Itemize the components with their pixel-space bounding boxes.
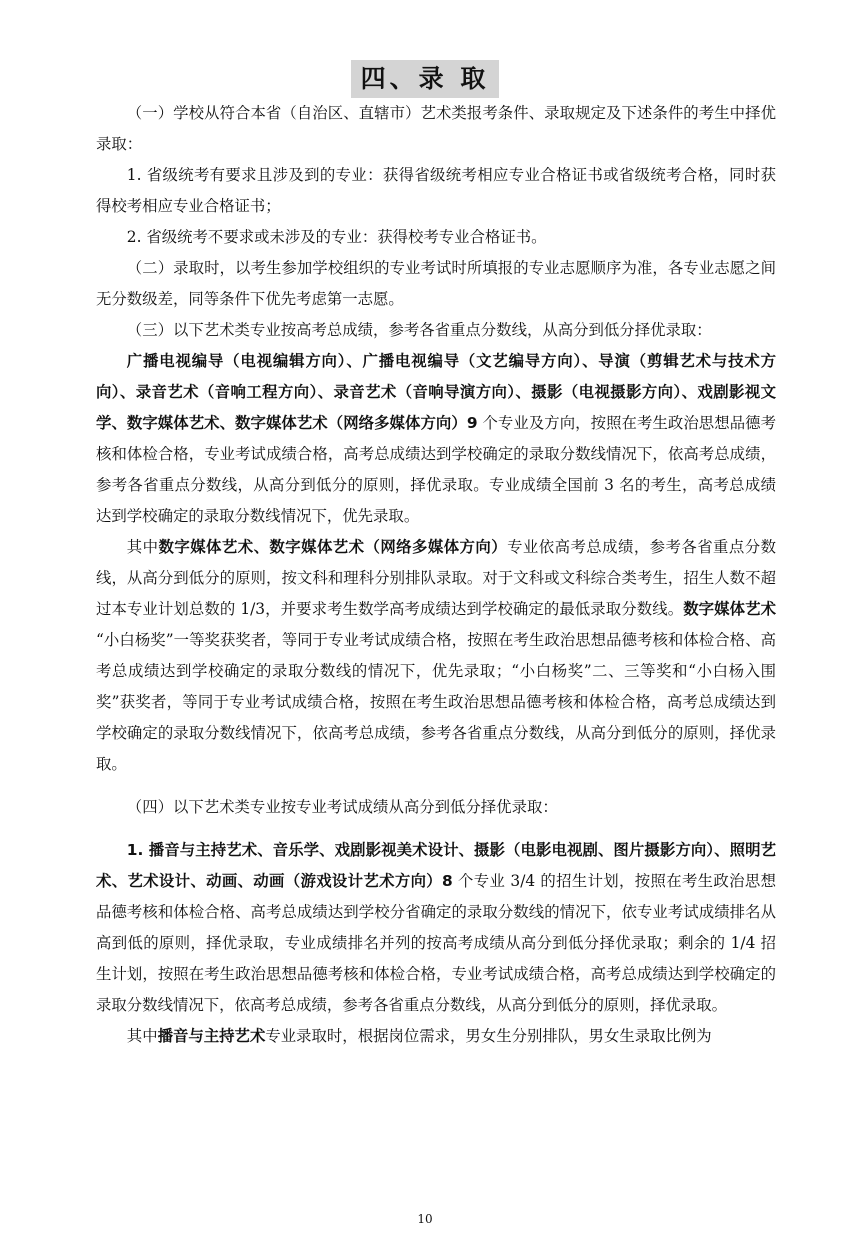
paragraph-4: （二）录取时，以考生参加学校组织的专业考试时所填报的专业志愿顺序为准，各专业志愿之间无分数级差，同等条件下优先考虑第一志愿。 xyxy=(96,259,776,308)
paragraph-6 xyxy=(96,346,776,532)
paragraph-5: （三）以下艺术类专业按高考总成绩，参考各省重点分数线，从高分到低分择优录取： xyxy=(126,321,712,339)
paragraph-2: 1. 省级统考有要求且涉及到的专业：获得省级统考相应专业合格证书或省级统考合格，同时获得校考相应专业合格证书； xyxy=(96,166,776,215)
paragraph-7-bold-major: 数字媒体艺术 xyxy=(683,600,776,618)
paragraph-9-bold-majors: 1. 播音与主持艺术、音乐学、戏剧影视美术设计、摄影（电影电视剧、图片摄影方向）、照明艺术、艺术设计、动画、动画（游戏设计艺术方向）8 xyxy=(96,841,776,890)
document-body xyxy=(96,98,776,1052)
section-heading-wrapper xyxy=(0,60,850,98)
paragraph-6-bold-majors: 广播电视编导（电视编辑方向）、广播电视编导（文艺编导方向）、导演（剪辑艺术与技术方向）、录音艺术（音响工程方向）、录音艺术（音响导演方向）、摄影（电视摄影方向）、戏剧影视文学、数字媒体艺术、数字媒体艺术（网络多媒体方向）9 xyxy=(96,352,776,432)
paragraph-10 xyxy=(96,1021,776,1052)
section-heading: 四、录 取 xyxy=(351,60,500,98)
paragraph-10-text: 专业录取时，根据岗位需求，男女生分别排队，男女生录取比例为 xyxy=(265,1027,712,1045)
paragraph-1: （一）学校从符合本省（自治区、直辖市）艺术类报考条件、录取规定及下述条件的考生中择优录取： xyxy=(96,104,776,153)
paragraph-7-lead: 其中 xyxy=(126,538,159,556)
paragraph-7-text: 专业依高考总成绩，参考各省重点分数线，从高分到低分的原则，按文科和理科分别排队录取。对于文科或文科综合类考生，招生人数不超过本专业计划总数的 1/3，并要求考生数学高考成绩达到学校确定的最低录取分数线。 xyxy=(96,538,776,618)
paragraph-10-lead: 其中 xyxy=(126,1027,158,1045)
paragraph-3: 2. 省级统考不要求或未涉及的专业：获得校考专业合格证书。 xyxy=(126,228,547,246)
paragraph-7 xyxy=(96,532,776,780)
paragraph-7-bold-majors: 数字媒体艺术、数字媒体艺术（网络多媒体方向） xyxy=(158,538,508,556)
page-number: 10 xyxy=(417,1212,433,1226)
paragraph-9 xyxy=(96,835,776,1021)
paragraph-10-bold-major: 播音与主持艺术 xyxy=(157,1027,266,1045)
paragraph-7-award-text: “小白杨奖”一等奖获奖者，等同于专业考试成绩合格，按照在考生政治思想品德考核和体检合格、高考总成绩达到学校确定的录取分数线的情况下，优先录取；“小白杨奖”二、三等奖和“小白杨入围奖”获奖者，等同于专业考试成绩合格，按照在考生政治思想品德考核和体检合格，高考总成绩达到学校确定的录取分数线情况下，依高考总成绩，参考各省重点分数线，从高分到低分的原则，择优录取。 xyxy=(96,631,776,773)
paragraph-6-text: 个专业及方向，按照在考生政治思想品德考核和体检合格，专业考试成绩合格，高考总成绩达到学校确定的录取分数线情况下，依高考总成绩，参考各省重点分数线，从高分到低分的原则，择优录取。专业成绩全国前 3 名的考生，高考总成绩达到学校确定的录取分数线情况下，优先录取。 xyxy=(96,414,776,525)
paragraph-9-text: 个专业 3/4 的招生计划，按照在考生政治思想品德考核和体检合格、高考总成绩达到学校分省确定的录取分数线的情况下，依专业考试成绩排名从高到低的原则，择优录取，专业成绩排名并列的按高考成绩从高分到低分择优录取；剩余的 1/4 招生计划，按照在考生政治思想品德考核和体检合格，专业考试成绩合格，高考总成绩达到学校确定的录取分数线情况下，依高考总成绩，参考各省重点分数线，从高分到低分的原则，择优录取。 xyxy=(96,872,776,1014)
paragraph-8: （四）以下艺术类专业按专业考试成绩从高分到低分择优录取： xyxy=(126,798,558,816)
